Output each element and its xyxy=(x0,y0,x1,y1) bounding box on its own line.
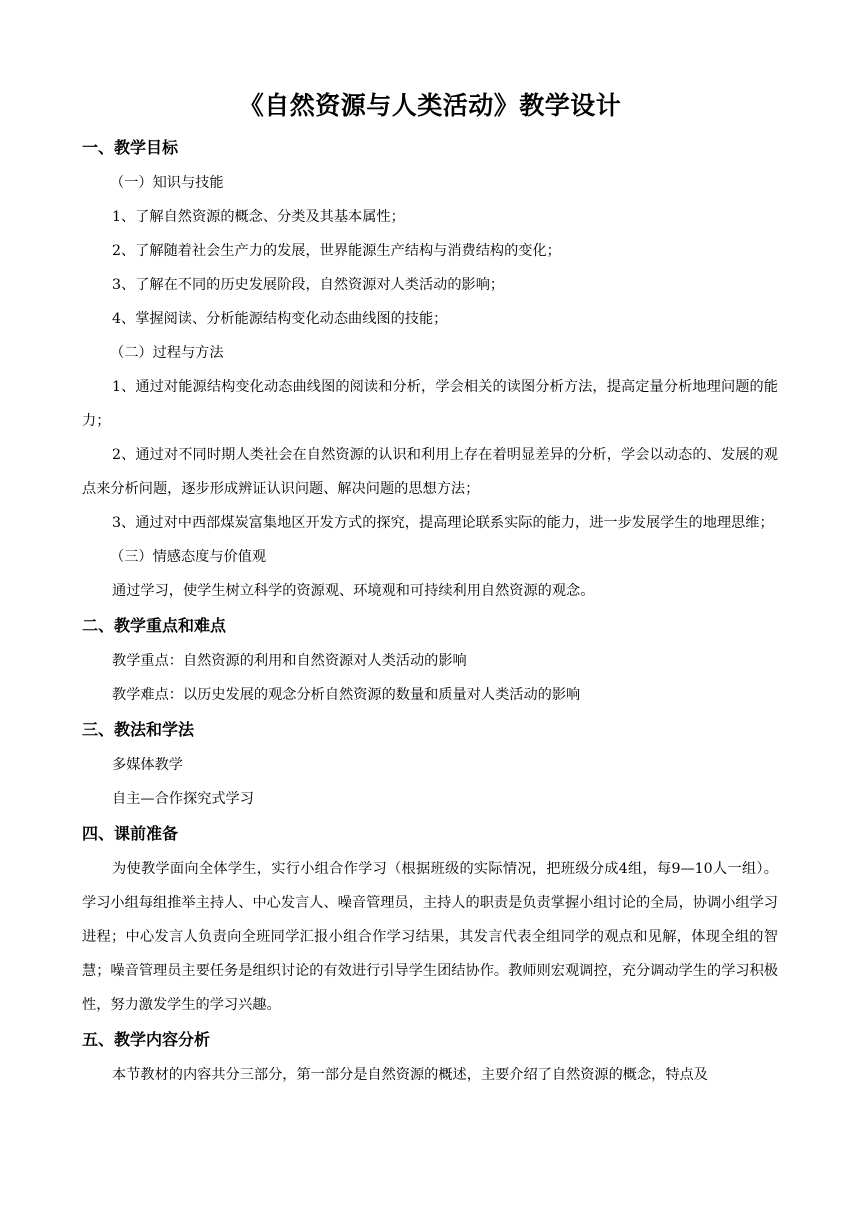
key-point-paragraph: 教学重点：自然资源的利用和自然资源对人类活动的影响 xyxy=(112,653,467,669)
section-heading-methods: 三、教法和学法 xyxy=(82,720,195,739)
knowledge-item-1: 1、了解自然资源的概念、分类及其基本属性； xyxy=(112,209,405,225)
subheading-values: （三）情感态度与价值观 xyxy=(110,549,267,565)
process-item-3: 3、通过对中西部煤炭富集地区开发方式的探究，提高理论联系实际的能力，进一步发展学生的地理思维； xyxy=(112,515,774,531)
knowledge-item-3: 3、了解在不同的历史发展阶段，自然资源对人类活动的影响； xyxy=(112,277,505,293)
section-heading-key-points: 二、教学重点和难点 xyxy=(82,616,227,635)
process-item-1: 1、通过对能源结构变化动态曲线图的阅读和分析，学会相关的读图分析方法，提高定量分析地理问题的能力； xyxy=(82,379,778,429)
method-item-1: 多媒体教学 xyxy=(112,757,183,773)
section-heading-content-analysis: 五、教学内容分析 xyxy=(82,1030,211,1049)
knowledge-item-4: 4、掌握阅读、分析能源结构变化动态曲线图的技能； xyxy=(112,311,448,327)
section-heading-objectives: 一、教学目标 xyxy=(82,138,179,157)
process-item-2: 2、通过对不同时期人类社会在自然资源的认识和利用上存在着明显差异的分析，学会以动态的、发展的观点来分析问题，逐步形成辨证认识问题、解决问题的思想方法； xyxy=(82,447,778,497)
method-item-2: 自主—合作探究式学习 xyxy=(112,791,254,807)
difficulty-paragraph: 教学难点：以历史发展的观念分析自然资源的数量和质量对人类活动的影响 xyxy=(112,687,581,703)
section-heading-preparation: 四、课前准备 xyxy=(82,824,179,843)
content-analysis-paragraph: 本节教材的内容共分三部分，第一部分是自然资源的概述，主要介绍了自然资源的概念，特点及 xyxy=(112,1067,708,1083)
document-title: 《自然资源与人类活动》教学设计 xyxy=(238,91,622,120)
values-paragraph: 通过学习，使学生树立科学的资源观、环境观和可持续利用自然资源的观念。 xyxy=(112,583,595,599)
subheading-knowledge: （一）知识与技能 xyxy=(110,175,224,191)
knowledge-item-2: 2、了解随着社会生产力的发展，世界能源生产结构与消费结构的变化； xyxy=(112,243,561,259)
preparation-paragraph: 为使教学面向全体学生，实行小组合作学习（根据班级的实际情况，把班级分成4组，每9—10人一组）。学习小组每组推举主持人、中心发言人、噪音管理员，主持人的职责是负责掌握小组讨论的全局，协调小组学习进程；中心发言人负责向全班同学汇报小组合作学习结果，其发言代表全组同学的观点和见解，体现全组的智慧；噪音管理员主要任务是组织讨论的有效进行引导学生团结协作。教师则宏观调控，充分调动学生的学习积极性，努力激发学生的学习兴趣。 xyxy=(82,861,778,1013)
subheading-process: （二）过程与方法 xyxy=(110,345,224,361)
